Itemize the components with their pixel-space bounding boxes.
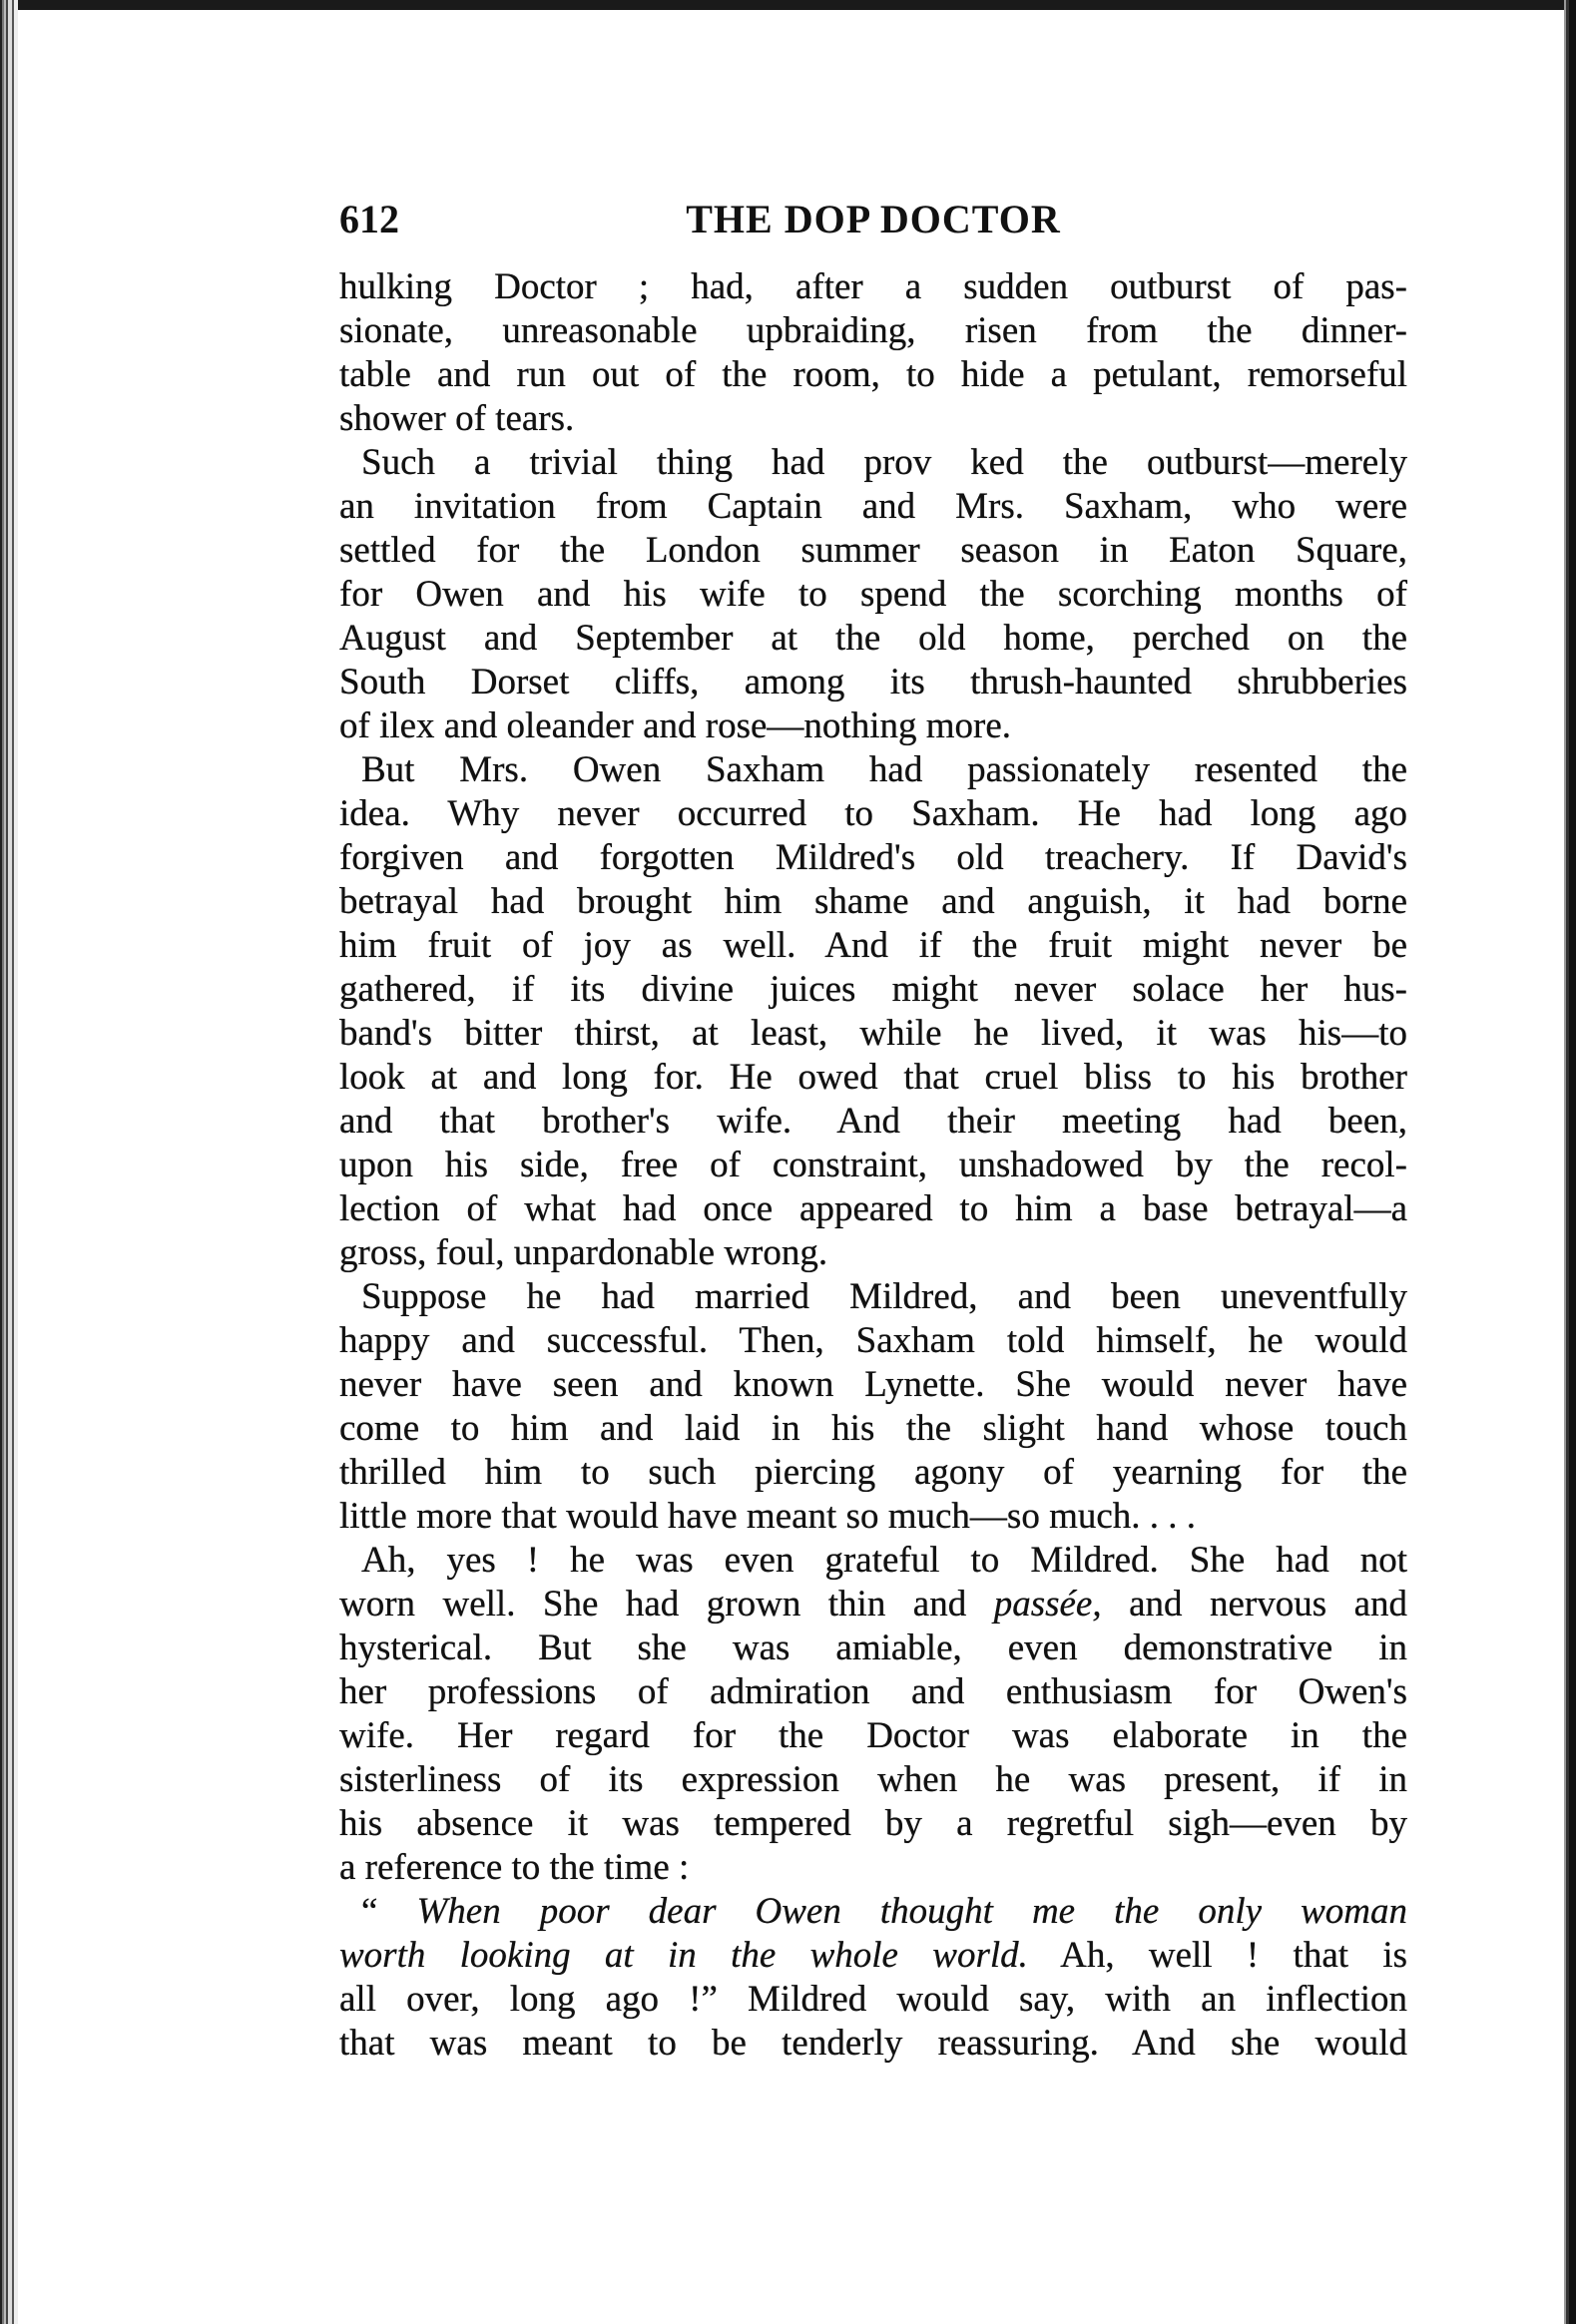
text-line (339, 661, 1407, 704)
text-segment: betrayal had brought him shame and anguish, it had borne (339, 881, 1407, 922)
scan-left-edge (0, 0, 18, 2324)
text-line (339, 1319, 1407, 1363)
text-line (339, 880, 1407, 924)
text-segment: gross, foul, unpardonable wrong. (339, 1232, 828, 1273)
text-line (339, 792, 1407, 836)
text-line (339, 1934, 1407, 1978)
text-segment: hysterical. But she was amiable, even demonstrative in (339, 1627, 1407, 1668)
text-segment: gathered, if its divine juices might never solace her hus- (339, 969, 1407, 1010)
text-line (339, 1627, 1407, 1670)
text-line (339, 573, 1407, 617)
text-line (339, 485, 1407, 529)
page-header (339, 196, 1407, 243)
text-segment: her professions of admiration and enthusiasm for Owen's (339, 1671, 1407, 1712)
text-segment: a reference to the time : (339, 1847, 690, 1888)
text-line (339, 704, 1407, 748)
text-line (339, 1802, 1407, 1846)
text-segment: band's bitter thirst, at least, while he lived, it was his—to (339, 1013, 1407, 1054)
text-line (339, 748, 1407, 792)
text-line (339, 924, 1407, 968)
text-line (339, 1539, 1407, 1583)
text-segment: sisterliness of its expression when he was present, if in (339, 1759, 1407, 1800)
text-line (339, 2022, 1407, 2066)
text-line (339, 1407, 1407, 1451)
text-segment: and nervous and (1101, 1584, 1407, 1625)
text-line (339, 968, 1407, 1012)
text-segment: shower of tears. (339, 398, 575, 439)
text-line (339, 1670, 1407, 1714)
text-segment: worn well. She had grown thin and (339, 1584, 994, 1625)
text-line (339, 1714, 1407, 1758)
text-line (339, 1056, 1407, 1100)
text-line (339, 836, 1407, 880)
text-segment: hulking Doctor ; had, after a sudden outburst of pas- (339, 266, 1407, 307)
italic-text: When poor dear Owen thought me the only woman (416, 1891, 1407, 1932)
text-line (339, 1846, 1407, 1890)
text-segment: sionate, unreasonable upbraiding, risen from the dinner- (339, 310, 1407, 351)
text-segment: and that brother's wife. And their meeting had been, (339, 1101, 1407, 1142)
text-segment: August and September at the old home, perched on the (339, 618, 1407, 659)
text-segment: forgiven and forgotten Mildred's old treachery. If David's (339, 837, 1407, 878)
text-line (339, 441, 1407, 485)
scan-top-edge (0, 0, 1576, 10)
text-segment: his absence it was tempered by a regretful sigh—even by (339, 1803, 1407, 1844)
text-line (339, 309, 1407, 353)
text-line (339, 397, 1407, 441)
text-line (339, 1890, 1407, 1934)
text-segment: “ (361, 1891, 417, 1932)
text-line (339, 1451, 1407, 1495)
text-segment: idea. Why never occurred to Saxham. He had long ago (339, 793, 1407, 834)
text-line (339, 1187, 1407, 1231)
text-segment: lection of what had once appeared to him a base betrayal—a (339, 1188, 1407, 1229)
text-line (339, 529, 1407, 573)
text-segment: for Owen and his wife to spend the scorching months of (339, 574, 1407, 615)
text-segment: an invitation from Captain and Mrs. Saxham, who were (339, 486, 1407, 527)
text-segment: thrilled him to such piercing agony of yearning for the (339, 1452, 1407, 1493)
text-line (339, 1363, 1407, 1407)
text-line (339, 1978, 1407, 2022)
text-segment: But Mrs. Owen Saxham had passionately resented the (361, 749, 1407, 790)
scan-right-edge (1564, 0, 1576, 2324)
text-segment: Ah, yes ! he was even grateful to Mildred. She had not (361, 1540, 1407, 1581)
text-line (339, 353, 1407, 397)
text-segment: look at and long for. He owed that cruel bliss to his brother (339, 1057, 1407, 1098)
text-line (339, 1100, 1407, 1144)
text-line (339, 1144, 1407, 1187)
body-text (339, 265, 1407, 2066)
text-line (339, 1758, 1407, 1802)
text-segment: come to him and laid in his the slight hand whose touch (339, 1408, 1407, 1449)
text-segment: little more that would have meant so much—so much. . . . (339, 1496, 1197, 1537)
text-line (339, 1583, 1407, 1627)
text-line (339, 1012, 1407, 1056)
text-line (339, 617, 1407, 661)
italic-text: worth looking at in the whole world. (339, 1935, 1028, 1976)
running-title: THE DOP DOCTOR (686, 197, 1061, 241)
text-line (339, 1275, 1407, 1319)
text-segment: all over, long ago !” Mildred would say, with an inflection (339, 1979, 1407, 2020)
text-segment: that was meant to be tenderly reassuring. And she would (339, 2023, 1407, 2064)
text-segment: Ah, well ! that is (1027, 1935, 1407, 1976)
text-segment: of ilex and oleander and rose—nothing more. (339, 705, 1011, 746)
text-segment: wife. Her regard for the Doctor was elaborate in the (339, 1715, 1407, 1756)
italic-text: passée, (993, 1584, 1102, 1625)
text-line (339, 1231, 1407, 1275)
text-line (339, 1495, 1407, 1539)
text-line (339, 265, 1407, 309)
text-segment: upon his side, free of constraint, unshadowed by the recol- (339, 1145, 1407, 1185)
text-segment: never have seen and known Lynette. She would never have (339, 1364, 1407, 1405)
text-segment: him fruit of joy as well. And if the fruit might never be (339, 925, 1407, 966)
text-segment: happy and successful. Then, Saxham told himself, he would (339, 1320, 1407, 1361)
text-segment: settled for the London summer season in Eaton Square, (339, 530, 1407, 571)
text-segment: South Dorset cliffs, among its thrush-haunted shrubberies (339, 662, 1407, 702)
page-number: 612 (339, 197, 399, 241)
text-segment: Such a trivial thing had prov ked the outburst—merely (361, 442, 1407, 483)
text-segment: Suppose he had married Mildred, and been uneventfully (361, 1276, 1407, 1317)
text-segment: table and run out of the room, to hide a petulant, remorseful (339, 354, 1407, 395)
